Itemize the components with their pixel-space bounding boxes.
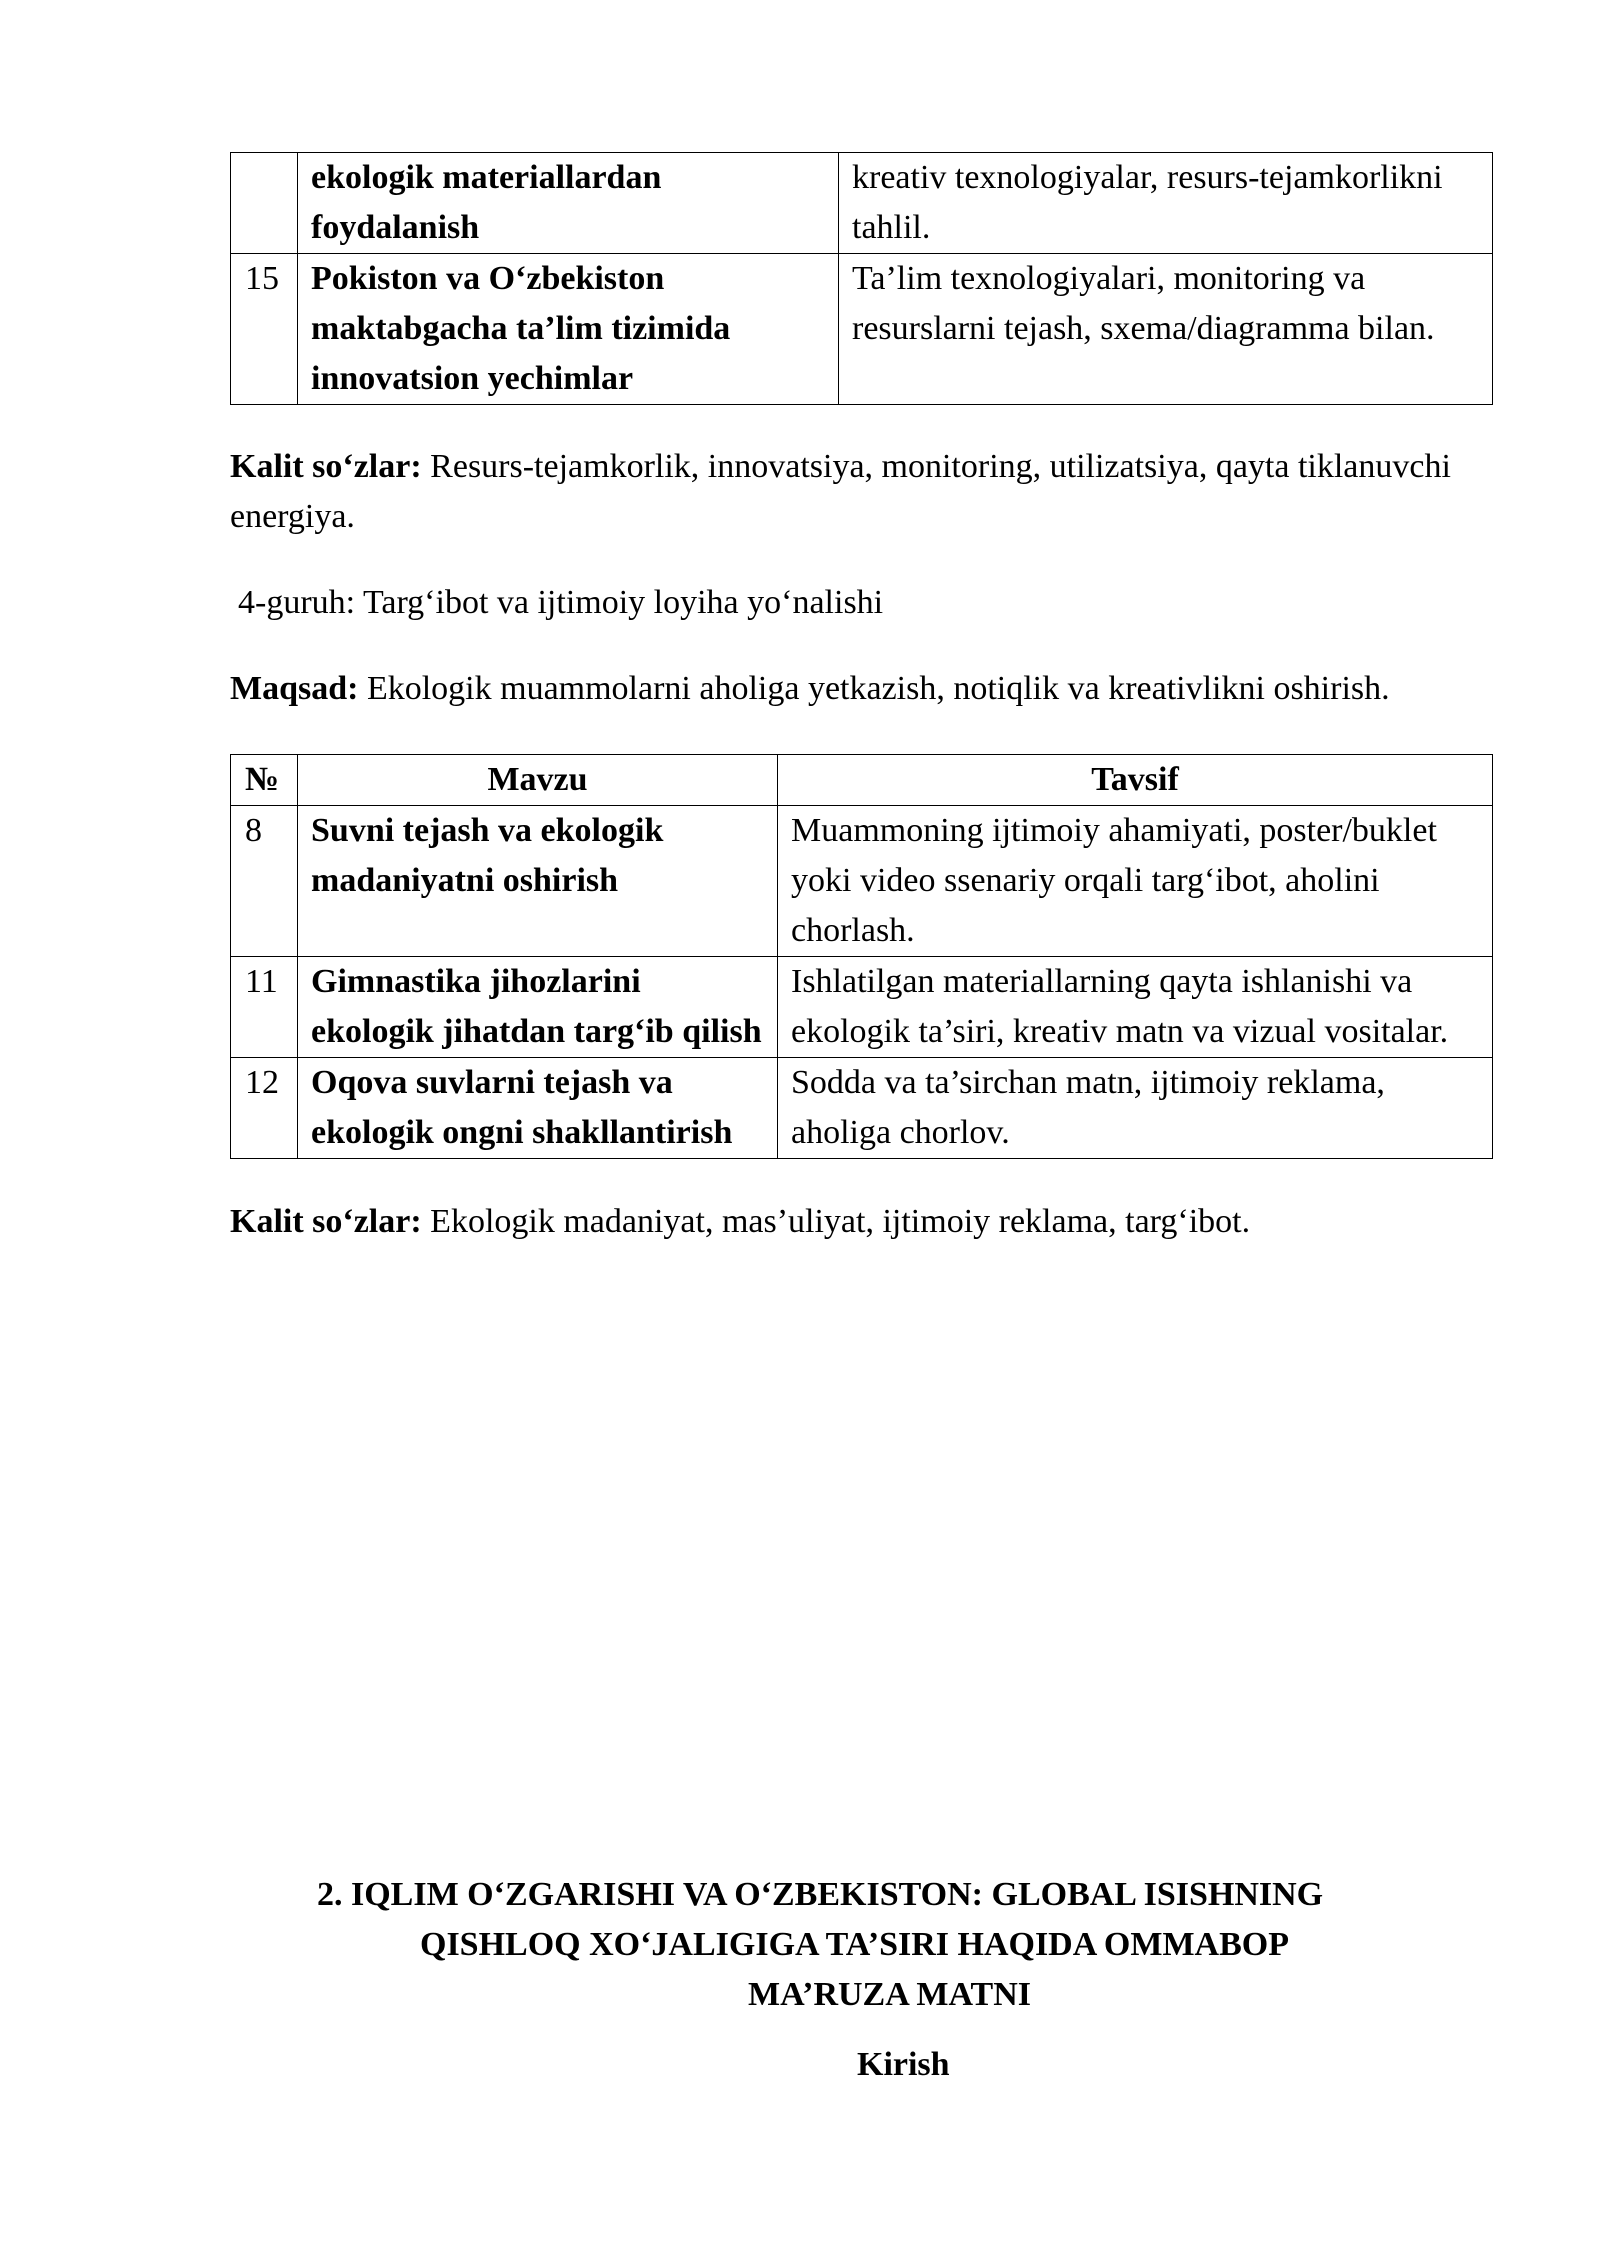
- page-content: [230, 152, 1490, 1247]
- keywords-text: Resurs-tejamkorlik, innovatsiya, monitoring, utilizatsiya, qayta tiklanuvchi energiya.: [230, 448, 1451, 535]
- row-topic: Pokiston va O‘zbekiston maktabgacha ta’lim tizimida innovatsion yechimlar: [298, 254, 839, 405]
- row-description: Ishlatilgan materiallarning qayta ishlanishi va ekologik ta’siri, kreativ matn va vizual vositalar.: [778, 957, 1493, 1058]
- row-number: 8: [231, 806, 298, 957]
- header-number: №: [231, 755, 298, 806]
- table-row: [231, 806, 1493, 957]
- row-number: [231, 153, 298, 254]
- table-row: [231, 254, 1493, 405]
- row-topic: ekologik materiallardan foydalanish: [298, 153, 839, 254]
- goal-paragraph: [230, 664, 1490, 714]
- section-heading-line: 2. IQLIM O‘ZGARISHI VA O‘ZBEKISTON: GLOBAL ISISHNING: [317, 1876, 1324, 1913]
- intro-heading: Kirish: [857, 2046, 950, 2083]
- table-header-row: [231, 755, 1493, 806]
- header-topic: Mavzu: [298, 755, 778, 806]
- row-topic: Gimnastika jihozlarini ekologik jihatdan targ‘ib qilish: [298, 957, 778, 1058]
- row-topic: Suvni tejash va ekologik madaniyatni oshirish: [298, 806, 778, 957]
- header-description: Tavsif: [778, 755, 1493, 806]
- topics-table: [230, 754, 1493, 1159]
- goal-label: Maqsad:: [230, 670, 359, 707]
- row-description: kreativ texnologiyalar, resurs-tejamkorlikni tahlil.: [839, 153, 1493, 254]
- row-description: Ta’lim texnologiyalari, monitoring va resurslarni tejash, sxema/diagramma bilan.: [839, 254, 1493, 405]
- section-heading: [300, 1870, 1500, 2020]
- table-row: [231, 957, 1493, 1058]
- goal-text: Ekologik muammolarni aholiga yetkazish, notiqlik va kreativlikni oshirish.: [358, 670, 1390, 707]
- row-description: Muammoning ijtimoiy ahamiyati, poster/buklet yoki video ssenariy orqali targ‘ibot, aholini chorlash.: [778, 806, 1493, 957]
- keywords-text: Ekologik madaniyat, mas’uliyat, ijtimoiy reklama, targ‘ibot.: [421, 1203, 1251, 1240]
- section-heading-line: MA’RUZA MATNI: [748, 1976, 1031, 2013]
- row-description: Sodda va ta’sirchan matn, ijtimoiy reklama, aholiga chorlov.: [778, 1058, 1493, 1159]
- group-title: 4-guruh: Targ‘ibot va ijtimoiy loyiha yo‘nalishi: [238, 584, 884, 621]
- row-number: 15: [231, 254, 298, 405]
- keywords-label: Kalit so‘zlar:: [230, 448, 422, 485]
- topics-table-continued: [230, 152, 1493, 405]
- row-topic: Oqova suvlarni tejash va ekologik ongni shakllantirish: [298, 1058, 778, 1159]
- keywords-paragraph: [230, 1197, 1490, 1247]
- section-heading-line: QISHLOQ XO‘JALIGIGA TA’SIRI HAQIDA OMMABOP: [420, 1926, 1289, 1963]
- row-number: 12: [231, 1058, 298, 1159]
- table-row: [231, 153, 1493, 254]
- keywords-label: Kalit so‘zlar:: [230, 1203, 422, 1240]
- keywords-paragraph: [230, 442, 1490, 542]
- table-row: [231, 1058, 1493, 1159]
- row-number: 11: [231, 957, 298, 1058]
